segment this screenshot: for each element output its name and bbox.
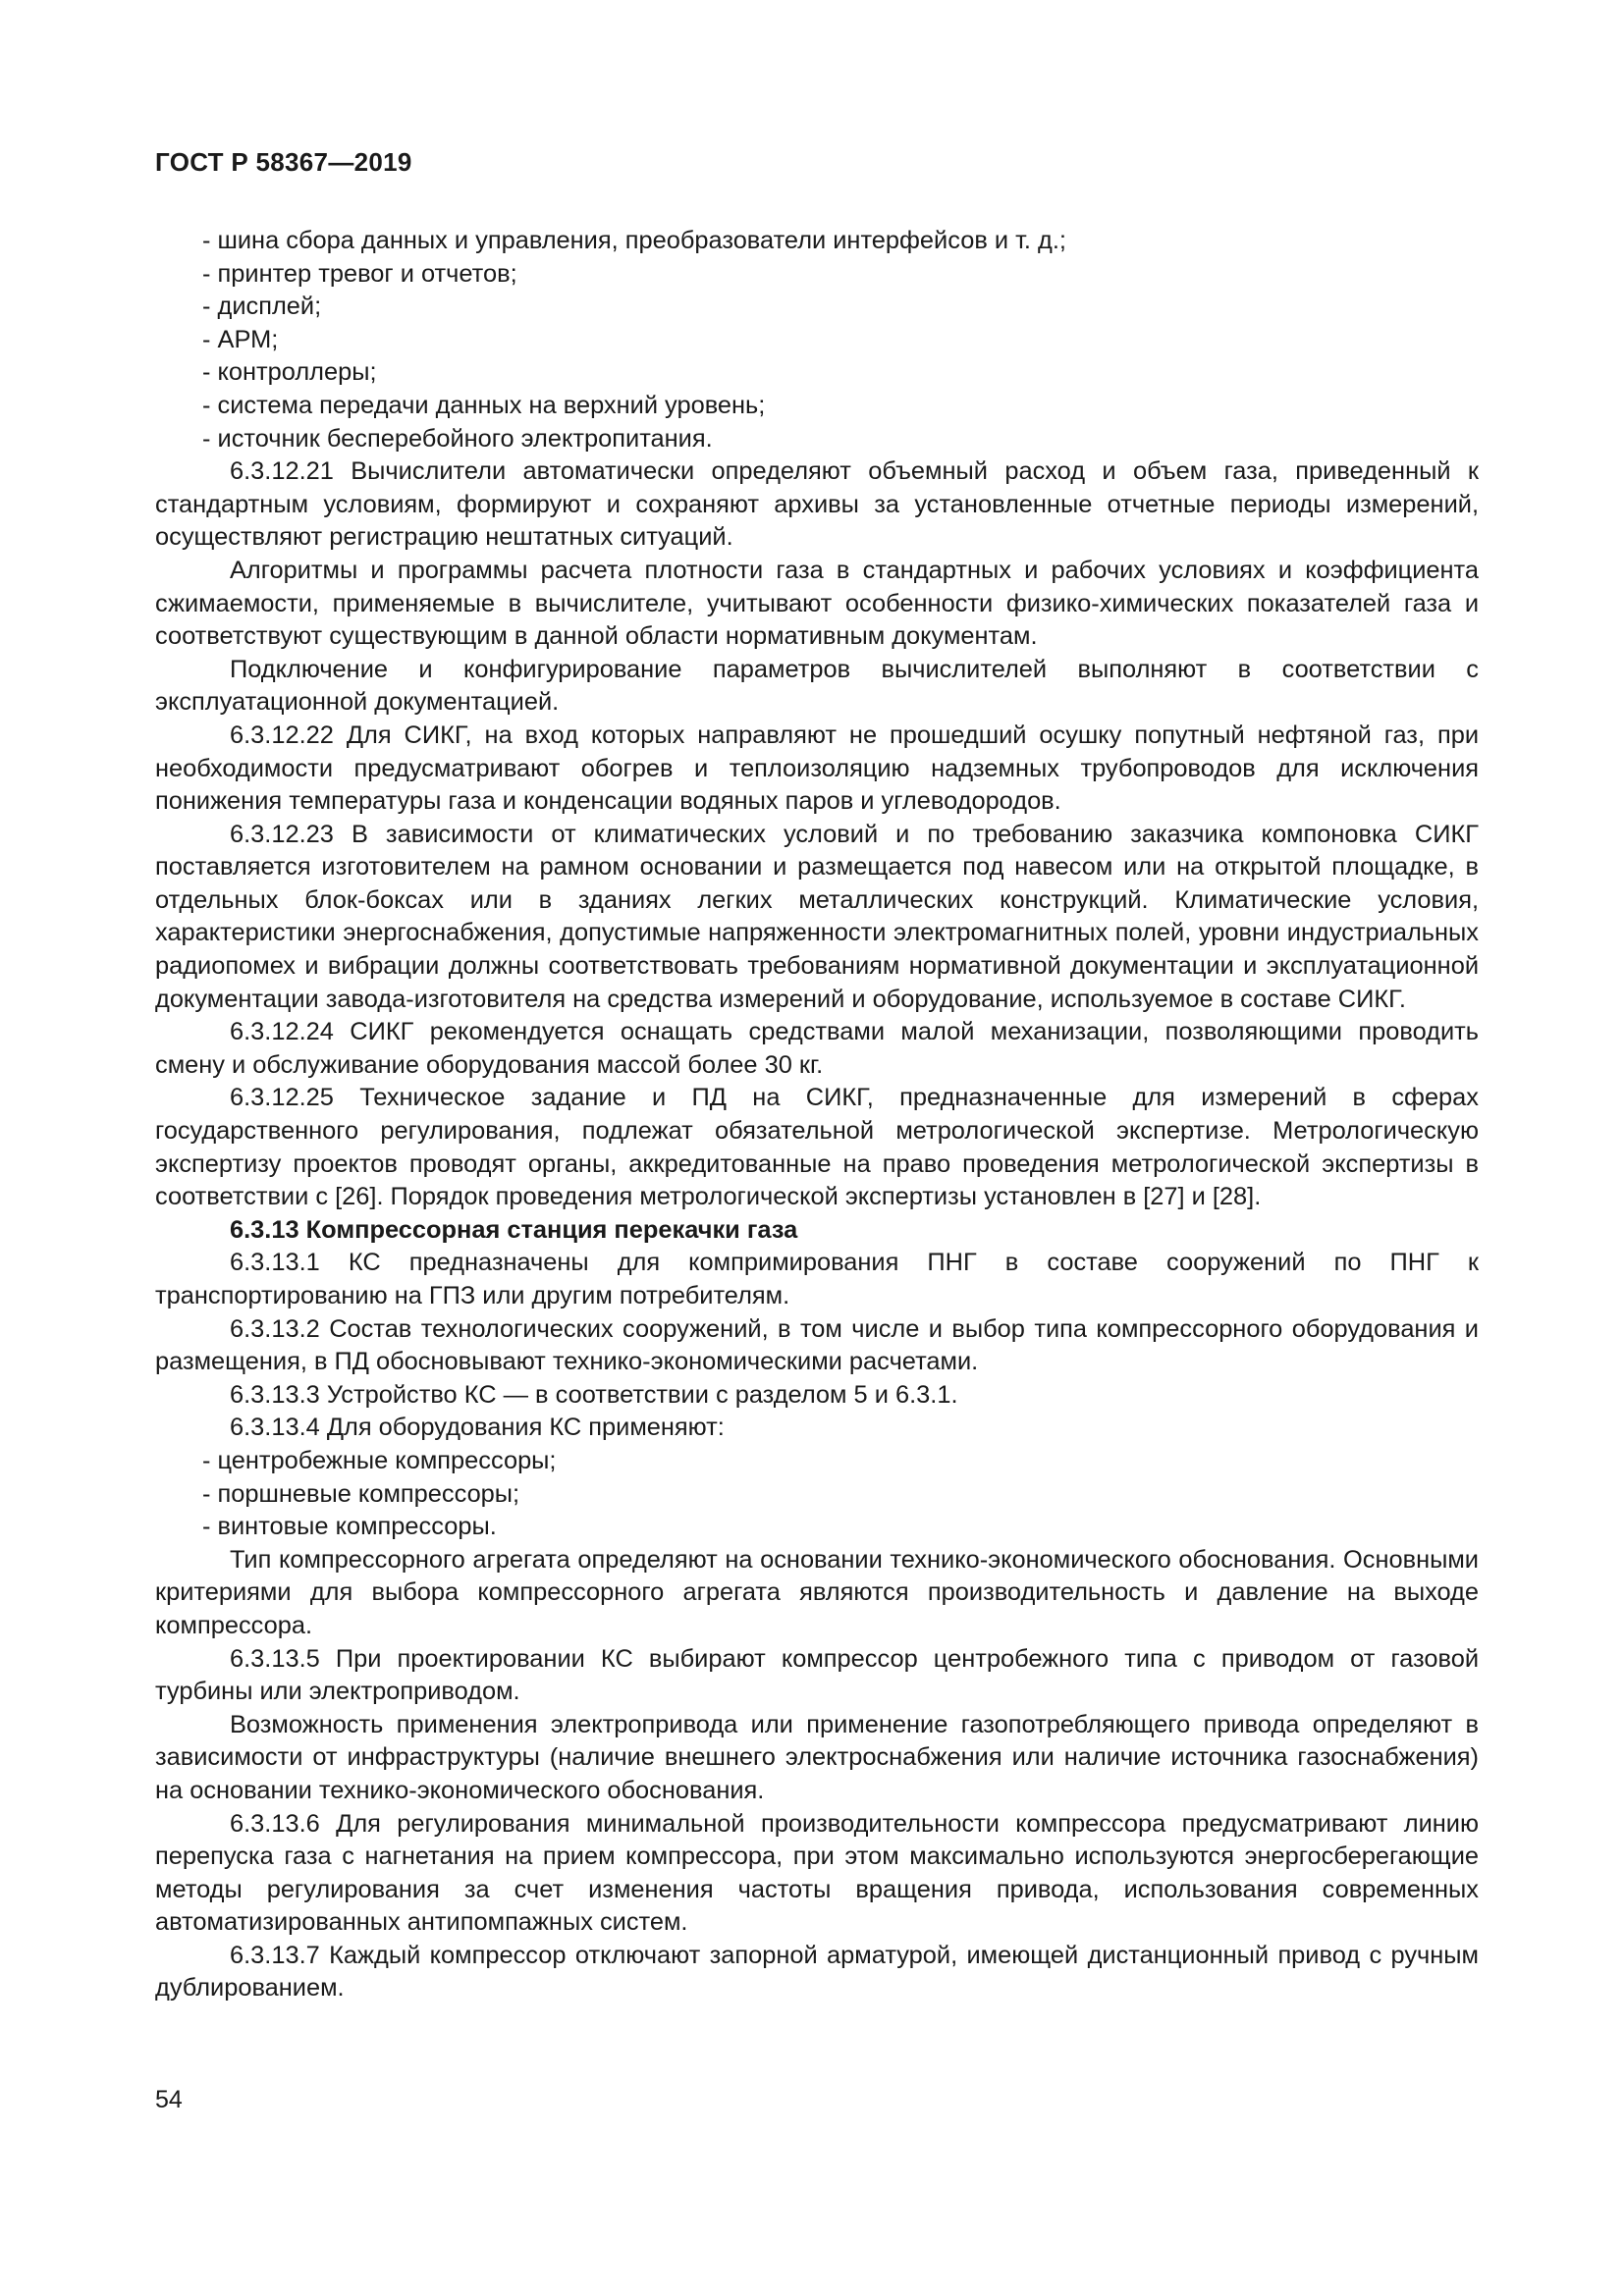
list-item: - контроллеры; <box>202 358 377 387</box>
paragraph: 6.3.12.24 СИКГ рекомендуется оснащать средствами малой механизации, позволяющими проводить смену и обслуживание оборудования массой более 30 кг. <box>155 1018 1479 1079</box>
paragraph: 6.3.12.25 Техническое задание и ПД на СИКГ, предназначенные для измерений в сферах государственного регулирования, подлежат обязательной метрологической экспертизе. Метрологическую экспертизу проектов проводят органы, аккредитованные на право проведения метрологической экспертизы в соответствии с [26]. Порядок проведения метрологической экспертизы установлен в [27] и [28]. <box>155 1084 1479 1211</box>
paragraph: 6.3.13.4 Для оборудования КС применяют: <box>230 1414 725 1442</box>
paragraph: 6.3.13.6 Для регулирования минимальной производительности компрессора предусматривают линию перепуска газа с нагнетания на прием компрессора, при этом максимально используются энергосберегающие методы регулирования за счет изменения частоты вращения привода, использования современных автоматизированных антипомпажных систем. <box>155 1809 1479 1937</box>
paragraph: 6.3.13.1 КС предназначены для компримирования ПНГ в составе сооружений по ПНГ к транспортированию на ГПЗ или другим потребителям. <box>155 1249 1479 1309</box>
document-body <box>155 225 1479 2005</box>
list-item: - дисплей; <box>202 293 322 321</box>
list-item: - поршневые компрессоры; <box>202 1479 520 1508</box>
paragraph: Подключение и конфигурирование параметров вычислителей выполняют в соответствии с эксплуатационной документацией. <box>155 655 1479 717</box>
paragraph: 6.3.13.3 Устройство КС — в соответствии с разделом 5 и 6.3.1. <box>230 1380 958 1409</box>
list-item: - принтер тревог и отчетов; <box>202 259 517 288</box>
paragraph: 6.3.12.22 Для СИКГ, на вход которых направляют не прошедший осушку попутный нефтяной газ, при необходимости предусматривают обогрев и теплоизоляцию надземных трубопроводов для исключения понижения температуры газа и конденсации водяных паров и углеводородов. <box>155 721 1479 816</box>
list-item: - шина сбора данных и управления, преобразователи интерфейсов и т. д.; <box>202 227 1066 254</box>
list-item: - источник бесперебойного электропитания. <box>202 424 713 453</box>
list-item: - АРМ; <box>202 325 279 353</box>
paragraph: 6.3.13.2 Состав технологических сооружений, в том числе и выбор типа компрессорного оборудования и размещения, в ПД обосновывают технико-экономическими расчетами. <box>155 1314 1479 1376</box>
list-item: - винтовые компрессоры. <box>202 1513 497 1541</box>
section-heading: 6.3.13 Компрессорная станция перекачки газа <box>230 1215 798 1244</box>
paragraph: Тип компрессорного агрегата определяют на основании технико-экономического обоснования. Основными критериями для выбора компрессорного агрегата являются производительность и давление на выходе компрессора. <box>155 1545 1479 1639</box>
paragraph: 6.3.12.23 В зависимости от климатических условий и по требованию заказчика компоновка СИКГ поставляется изготовителем на рамном основании и размещается под навесом или на открытой площадке, в отдельных блок-боксах или в зданиях легких металлических конструкций. Климатические условия, характеристики энергоснабжения, допустимые напряженности электромагнитных полей, уровни индустриальных радиопомех и вибрации должны соответствовать требованиям нормативной документации и эксплуатационной документации завода-изготовителя на средства измерений и оборудование, используемое в составе СИКГ. <box>155 820 1479 1013</box>
paragraph: Алгоритмы и программы расчета плотности газа в стандартных и рабочих условиях и коэффициента сжимаемости, применяемые в вычислителе, учитывают особенности физико-химических показателей газа и соответствуют существующим в данной области нормативным документам. <box>155 556 1479 651</box>
paragraph: 6.3.12.21 Вычислители автоматически определяют объемный расход и объем газа, приведенный к стандартным условиям, формируют и сохраняют архивы за установленные отчетные периоды измерений, осуществляют регистрацию нештатных ситуаций. <box>155 457 1479 552</box>
document-header: ГОСТ Р 58367—2019 <box>155 147 412 177</box>
paragraph: Возможность применения электропривода или применение газопотребляющего привода определяют в зависимости от инфраструктуры (наличие внешнего электроснабжения или наличие источника газоснабжения) на основании технико-экономического обоснования. <box>155 1710 1479 1804</box>
list-item: - система передачи данных на верхний уровень; <box>202 391 766 419</box>
paragraph: 6.3.13.7 Каждый компрессор отключают запорной арматурой, имеющей дистанционный привод с ручным дублированием. <box>155 1941 1479 2002</box>
paragraph: 6.3.13.5 При проектировании КС выбирают компрессор центробежного типа с приводом от газовой турбины или электроприводом. <box>155 1644 1479 1706</box>
page-number: 54 <box>155 2086 183 2113</box>
list-item: - центробежные компрессоры; <box>202 1446 557 1474</box>
